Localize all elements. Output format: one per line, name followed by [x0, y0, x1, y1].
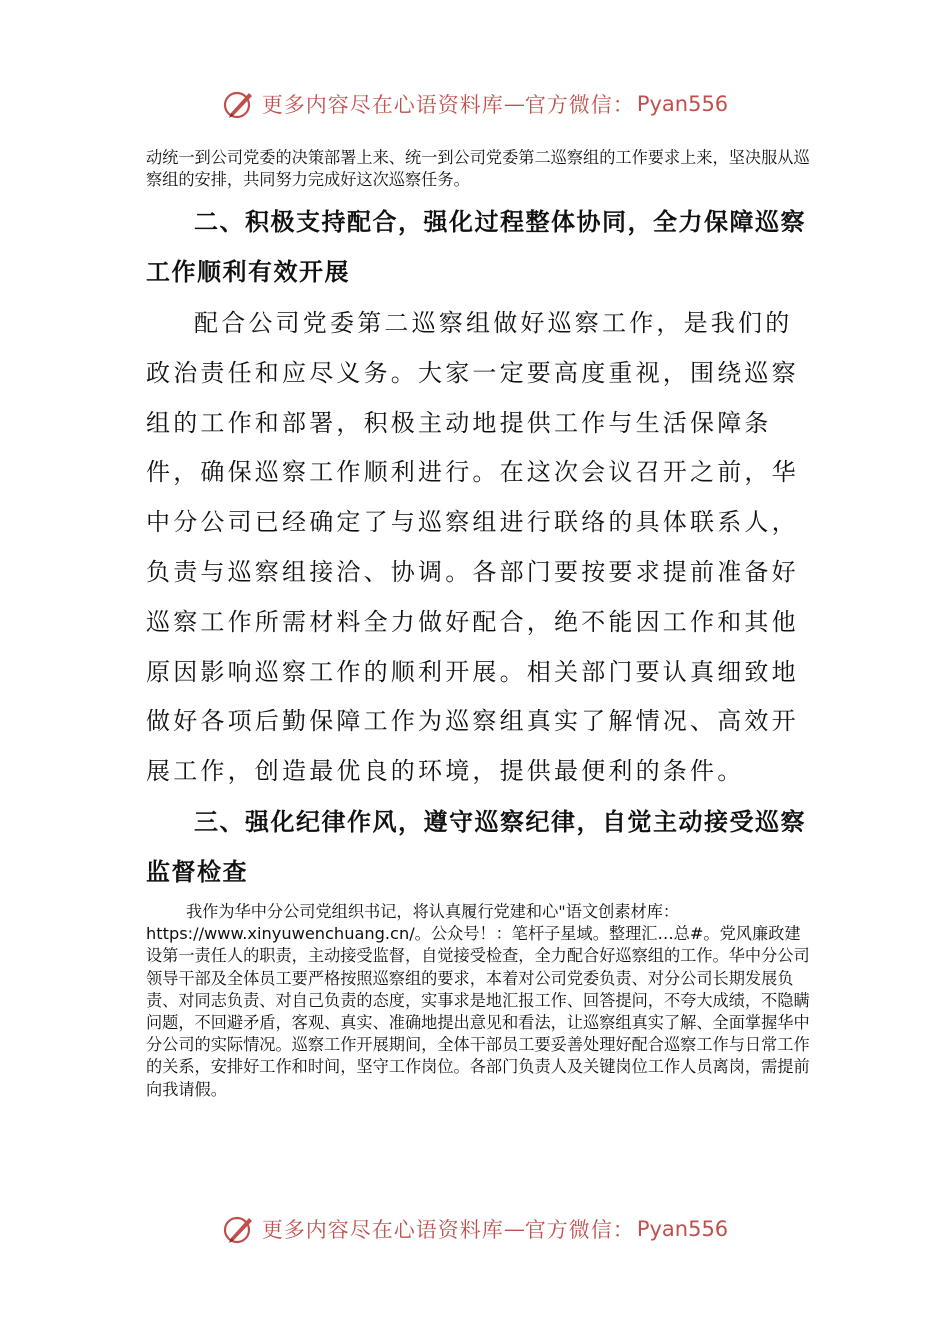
intro-block — [146, 147, 810, 191]
pen-in-circle-icon — [222, 1212, 256, 1246]
section2-heading-block — [146, 197, 810, 297]
pen-in-circle-icon — [222, 87, 256, 121]
watermark-text: 更多内容尽在心语资料库 — [261, 1218, 504, 1242]
section3-paragraph — [146, 901, 810, 1101]
watermark-separator: — — [503, 1217, 525, 1241]
section3-body-block — [146, 901, 810, 1101]
section3-text-1: 我作为华中分公司党组织书记，将认真履行党建和心"语文创素材库： — [186, 902, 680, 921]
watermark-text: 更多内容尽在心语资料库 — [261, 93, 504, 117]
section2-body: 配合公司党委第二巡察组做好巡察工作，是我们的政治责任和应尽义务。大家一定要高度重视，围绕巡察组的工作和部署，积极主动地提供工作与生活保障条件，确保巡察工作顺利进行。在这次会议召开之前，华中分公司已经确定了与巡察组进行联络的具体联系人，负责与巡察组接洽、协调。各部门要按要求提前准备好巡察工作所需材料全力做好配合，绝不能因工作和其他原因影响巡察工作的顺利开展。相关部门要认真细致地做好各项后勤保障工作为巡察组真实了解情况、高效开展工作，创造最优良的环境，提供最便利的条件。 — [146, 309, 799, 786]
section2-body-block — [146, 299, 810, 797]
watermark-handle: Pyan556 — [636, 92, 729, 116]
watermark-official: 官方微信： — [524, 93, 635, 117]
watermark-official: 官方微信： — [524, 1218, 635, 1242]
section3-heading: 三、强化纪律作风，遵守巡察纪律，自觉主动接受巡察监督检查 — [146, 808, 806, 886]
watermark-handle: Pyan556 — [636, 1217, 729, 1241]
watermark-separator: — — [503, 92, 525, 116]
section3-text-2: 。公众号！：笔杆子星域。整理汇…总#。党风廉政建设第一责任人的职责，主动接受监督，自觉接受检查，全力配合好巡察组的工作。华中分公司领导干部及全体员工要严格按照巡察组的要求，本着对公司党委负责、对分公司长期发展负责、对同志负责、对自己负责的态度，实事求是地汇报工作、回答提问，不夸大成绩，不隐瞒问题，不回避矛盾，客观、真实、准确地提出意见和看法，让巡察组真实了解、全面掌握华中分公司的实际情况。巡察工作开展期间，全体干部员工要妥善处理好配合巡察工作与日常工作的关系，安排好工作和时间，坚守工作岗位。各部门负责人及关键岗位工作人员离岗，需提前向我请假。 — [146, 924, 810, 1099]
watermark-banner-bottom — [0, 1209, 950, 1249]
section3-url-link[interactable]: https://www.xinyuwenchuang.cn/ — [146, 924, 415, 944]
section2-heading: 二、积极支持配合，强化过程整体协同，全力保障巡察工作顺利有效开展 — [146, 208, 806, 286]
section3-heading-block — [146, 797, 810, 897]
watermark-banner-top — [0, 84, 950, 124]
intro-paragraph: 动统一到公司党委的决策部署上来、统一到公司党委第二巡察组的工作要求上来，坚决服从巡察组的安排，共同努力完成好这次巡察任务。 — [146, 148, 810, 190]
